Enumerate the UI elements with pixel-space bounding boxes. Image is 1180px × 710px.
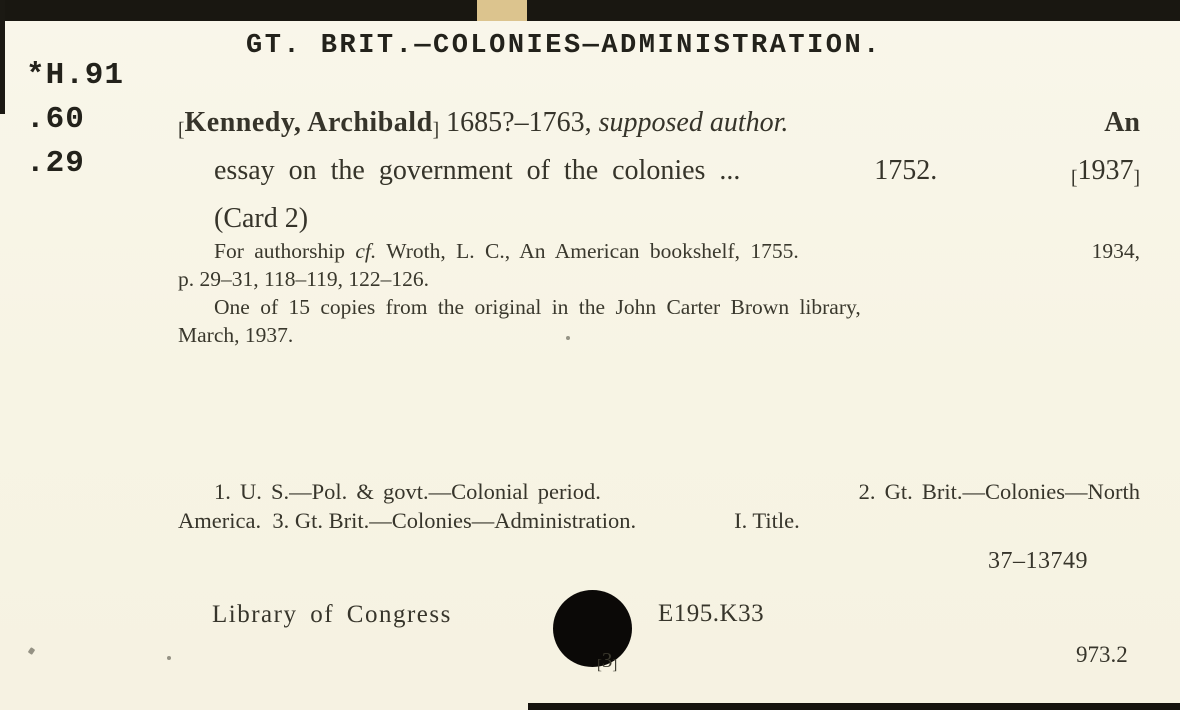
title-first-word: An — [1104, 107, 1140, 138]
hole-punch — [553, 590, 632, 667]
institution-name: Library of Congress — [212, 601, 452, 628]
cf-abbreviation: cf. — [355, 239, 377, 263]
main-entry-line-1 — [178, 103, 1140, 151]
scan-bottom-border — [528, 703, 1180, 710]
author-role: supposed author. — [598, 107, 789, 138]
bracket: ] — [1133, 167, 1140, 189]
scan-left-border — [0, 0, 5, 114]
scan-top-notch — [477, 0, 527, 21]
notes — [178, 237, 1140, 349]
authorship-note-text: For authorship cf. Wroth, L. C., An American bookshelf, 1755. — [214, 239, 799, 263]
dewey-number: 973.2 — [1076, 642, 1128, 667]
scan-top-border — [0, 0, 1180, 21]
tracings-line-2 — [178, 506, 1140, 535]
dust-speck — [167, 656, 171, 660]
authorship-note-year: 1934, — [1091, 239, 1140, 263]
call-number — [26, 54, 124, 186]
bracket: [ — [178, 119, 185, 141]
tracings — [178, 477, 1140, 535]
title-text: essay on the government of the colonies ... — [214, 154, 741, 186]
bracket: ] — [432, 119, 440, 141]
author-name: Kennedy, Archibald — [184, 107, 433, 138]
main-entry-line-2 — [214, 151, 1140, 199]
author-statement — [178, 103, 788, 151]
tracing-2-start: 2. Gt. Brit.—Colonies—North — [858, 479, 1140, 504]
card-continuation-note: (Card 2) — [214, 202, 309, 234]
authorship-note-line-2: p. 29–31, 118–119, 122–126. — [178, 267, 430, 291]
bracket: ] — [612, 657, 618, 674]
tracing-2-3: America. 3. Gt. Brit.—Colonies—Administration. — [178, 508, 637, 533]
author-dates: 1685?–1763, — [439, 107, 599, 138]
print-year: [1937] — [1070, 154, 1140, 189]
card-series-number: [3] — [597, 648, 618, 674]
dust-speck — [28, 647, 36, 655]
tracings-line-1 — [214, 477, 1140, 506]
provenance-note-line-1: One of 15 copies from the original in the John Carter Brown library, — [214, 295, 861, 319]
call-number-line: .60 — [26, 102, 85, 137]
publication-year: 1752. — [874, 154, 938, 186]
title-tracing: I. Title. — [734, 508, 800, 533]
call-number-line: *H.91 — [26, 58, 125, 93]
bracket: [ — [597, 657, 602, 674]
tracing-1: 1. U. S.—Pol. & govt.—Colonial period. — [214, 479, 601, 504]
main-entry — [178, 103, 1140, 239]
provenance-note-line-2: March, 1937. — [178, 323, 294, 347]
bracket: [ — [1070, 167, 1078, 189]
lc-card-number: 37–13749 — [988, 548, 1088, 574]
authorship-note-line-1 — [214, 237, 1140, 265]
lc-classification: E195.K33 — [658, 600, 765, 627]
subject-heading: GT. BRIT.—COLONIES—ADMINISTRATION. — [246, 31, 882, 61]
call-number-line: .29 — [26, 146, 85, 181]
